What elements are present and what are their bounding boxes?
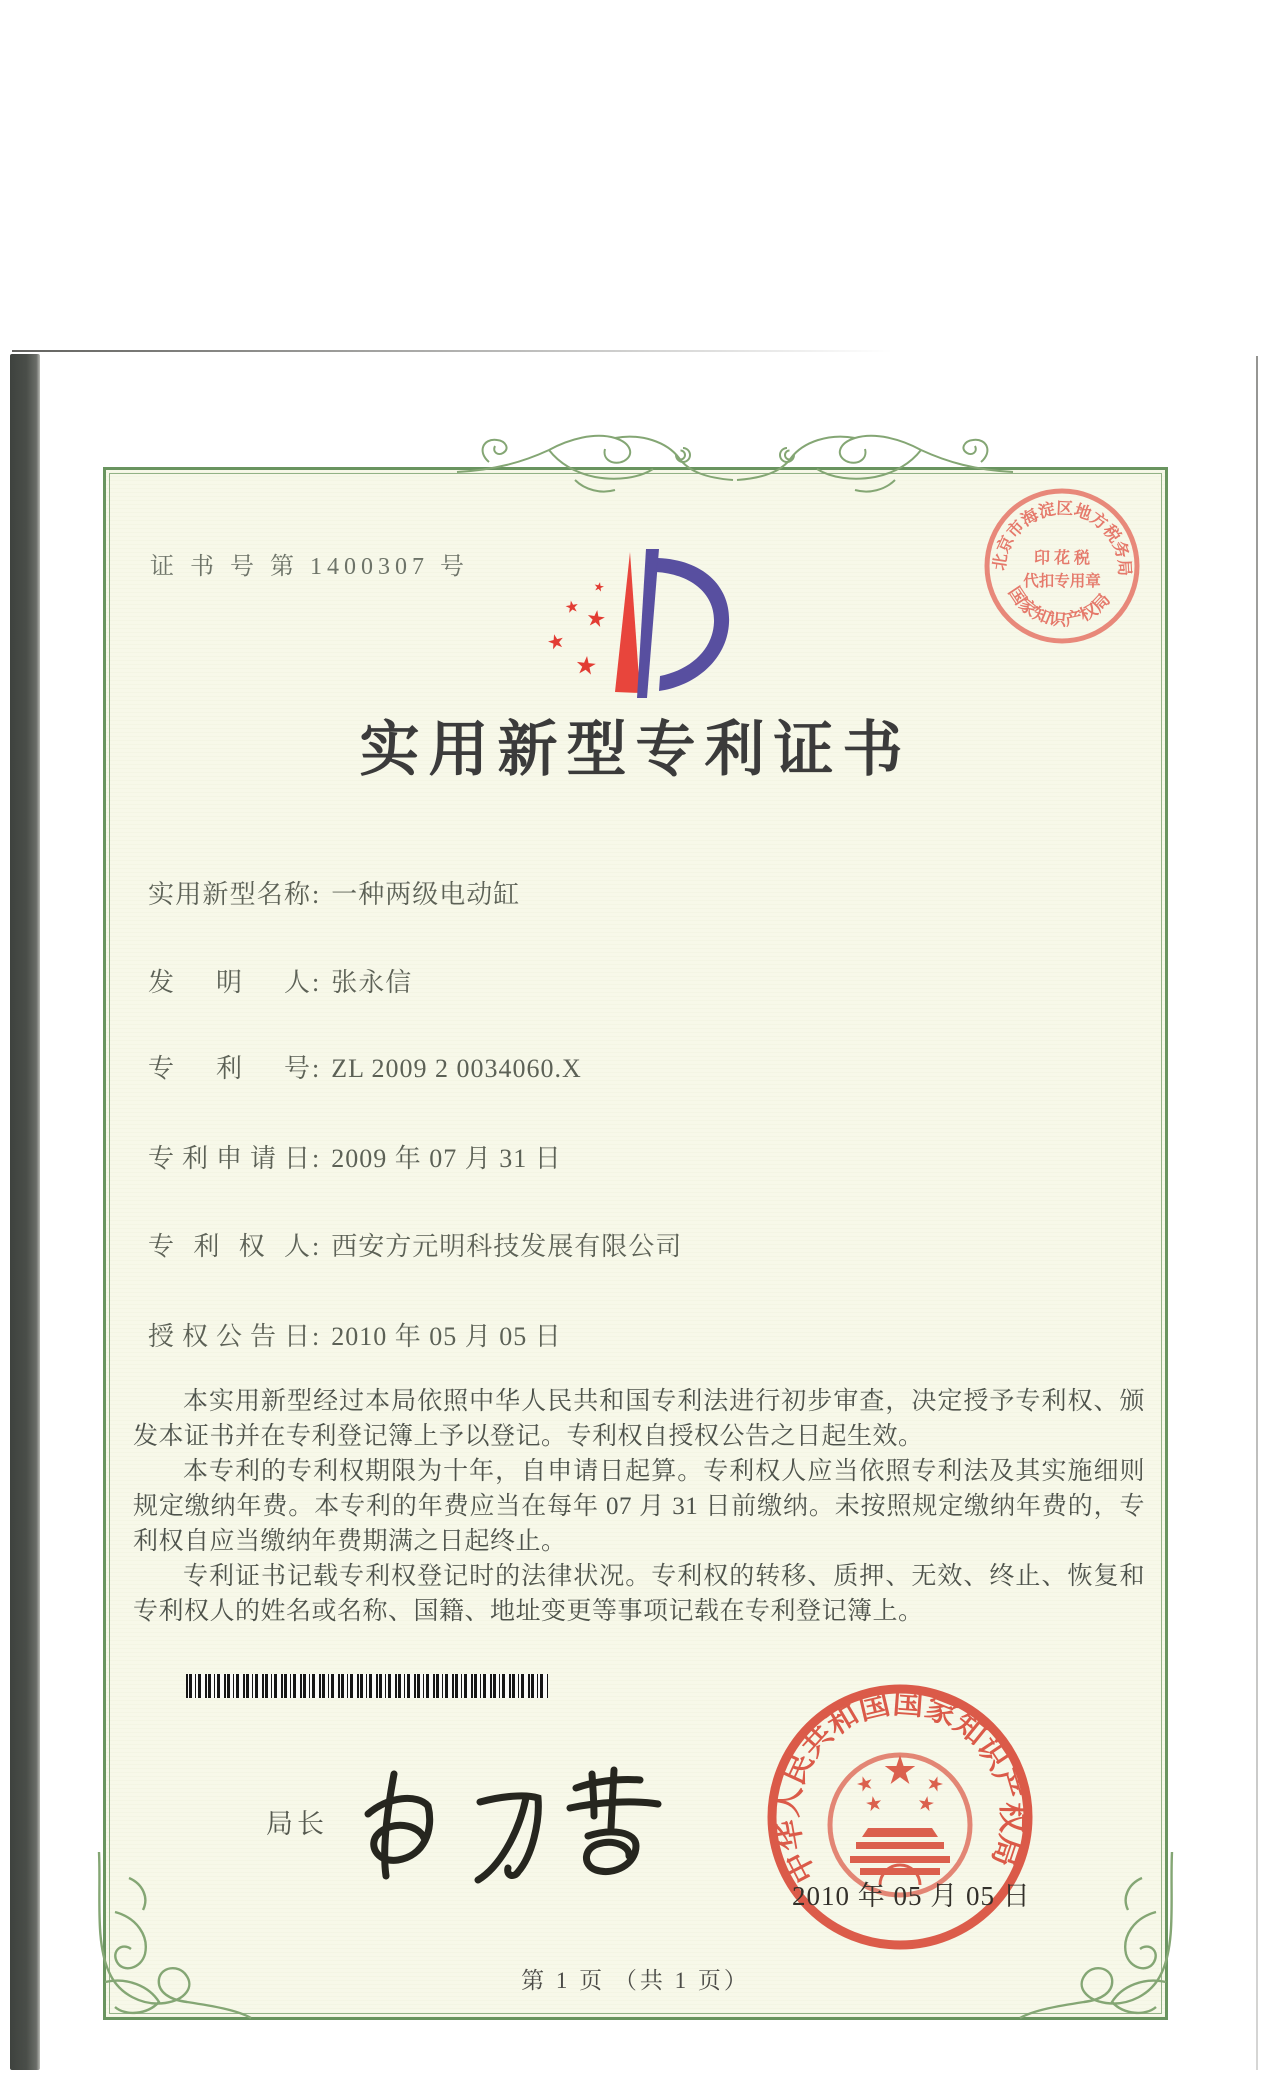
tax-stamp-center-line1: 印 花 税 [1033, 550, 1091, 567]
scan-edge-line-top [12, 350, 892, 352]
field-value: 张永信 [331, 968, 413, 997]
field-value: 西安方元明科技发展有限公司 [331, 1232, 683, 1261]
tax-stamp-arc-top-text: 北京市海淀区地方税务局 [989, 498, 1135, 577]
legal-text [133, 1384, 1145, 1629]
director-role-label: 局长 [266, 1809, 328, 1839]
field-filing-date [148, 1138, 1068, 1175]
field-label: 专利号 [148, 1054, 310, 1083]
field-colon: : [312, 1322, 320, 1351]
barcode [186, 1674, 548, 1698]
tax-stamp-arc-bottom-text: 国家知识产权局 [1004, 583, 1114, 630]
logo-red-spike [615, 552, 640, 693]
tax-stamp [978, 482, 1146, 650]
field-inventor [148, 962, 1068, 999]
seal-ring-text: 中华人民共和国国家知识产权局 [772, 1687, 1028, 1888]
field-label: 授权公告日 [148, 1322, 310, 1351]
tax-stamp-center-line2: 代扣专用章 [1023, 573, 1101, 590]
field-value: 2009 年 07 月 31 日 [331, 1144, 562, 1173]
logo-stars [547, 581, 606, 675]
field-colon: : [312, 880, 320, 909]
director-signature [330, 1744, 670, 1914]
svg-text:国家知识产权局 [1005, 583, 1114, 630]
field-grant-date [148, 1316, 1068, 1353]
legal-paragraph-2: 本专利的专利权期限为十年，自申请日起算。专利权人应当依照专利法及其实施细则规定缴纳年费。本专利的年费应当在每年 07 月 31 日前缴纳。未按照规定缴纳年费的，专利权自应当缴纳年费期满之日起终止。 [133, 1458, 1145, 1555]
field-value: 一种两级电动缸 [331, 880, 521, 909]
field-label: 实用新型名称 [148, 880, 310, 909]
field-colon: : [312, 968, 320, 997]
dragon-ornament-top [455, 420, 1015, 508]
cnipa-official-seal [762, 1679, 1038, 1955]
floral-ornament-bottom-left [85, 1850, 255, 2040]
field-value: 2010 年 05 月 05 日 [331, 1322, 562, 1351]
floral-ornament-bottom-right [1016, 1850, 1186, 2040]
field-utility-model-name [148, 874, 1068, 911]
legal-paragraph-3: 专利证书记载专利权登记时的法律状况。专利权的转移、质押、无效、终止、恢复和专利权人的姓名或名称、国籍、地址变更等事项记载在专利登记簿上。 [133, 1563, 1145, 1625]
page-footer: 第 1 页 （共 1 页） [521, 1968, 750, 1993]
scan-spine-shadow [10, 354, 40, 2070]
logo-letter-p [637, 549, 729, 698]
certificate-title: 实用新型专利证书 [359, 717, 912, 783]
certificate-number: 证 书 号 第 1400307 号 [150, 554, 469, 580]
field-value: ZL 2009 2 0034060.X [331, 1054, 582, 1083]
scan-edge-line-right [1256, 356, 1258, 2070]
field-patentee [148, 1226, 1068, 1263]
field-colon: : [312, 1144, 320, 1173]
field-patent-number [148, 1048, 1068, 1085]
seal-date: 2010 年 05 月 05 日 [792, 1881, 1031, 1911]
field-colon: : [312, 1054, 320, 1083]
field-label: 专利申请日 [148, 1144, 310, 1173]
field-label: 专利权人 [148, 1232, 310, 1261]
field-colon: : [312, 1232, 320, 1261]
field-label: 发明人 [148, 968, 310, 997]
legal-paragraph-1: 本实用新型经过本局依照中华人民共和国专利法进行初步审查，决定授予专利权、颁发本证书并在专利登记簿上予以登记。专利权自授权公告之日起生效。 [133, 1388, 1145, 1450]
